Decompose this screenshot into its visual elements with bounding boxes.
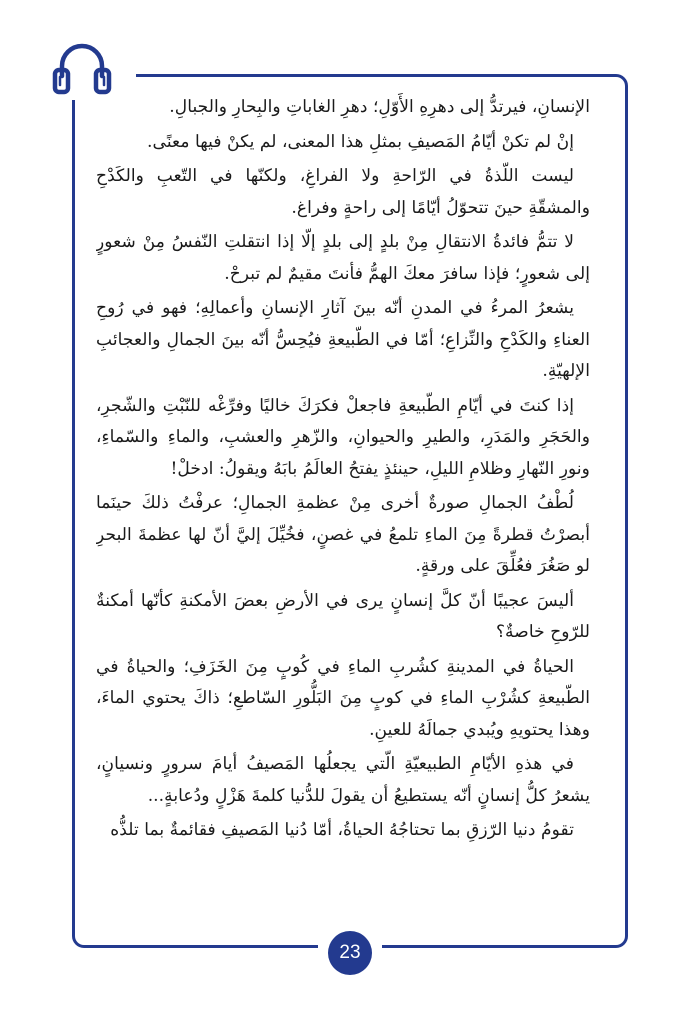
paragraph: الحياةُ في المدينةِ كشُربِ الماءِ في كُوبٍ مِنَ الخَزَفِ؛ والحياةُ في الطّبيعةِ كشُرْبِ الماءِ في كوبٍ مِنَ البَلُّورِ السّاطعِ؛ ذاكَ يحتوي الماءَ، وهذا يحتويهِ ويُبدي جمالَهُ للعينِ.	[96, 656, 590, 740]
paragraph: أليسَ عجيبًا أنّ كلَّ إنسانٍ يرى في الأرضِ بعضَ الأمكنةِ كأنّها أمكنةٌ للرّوحِ خاصةٌ؟	[96, 590, 590, 642]
page-text	[96, 92, 590, 912]
paragraph: الإنسانِ، فيرتدُّ إلى دهرِهِ الأَوّلِ؛ دهرِ الغاباتِ والبِحارِ والجبالِ.	[169, 97, 590, 117]
paragraph: لُطْفُ الجمالِ صورةٌ أخرى مِنْ عظمةِ الجمالِ؛ عرفْتُ ذلكَ حينَما أبصرْتُ قطرةً مِنَ الماءِ تلمعُ في غصنٍ، فخُيِّلَ إليَّ أنّ لها عظمةَ البحرِ لو صَغُرَ فعُلِّقَ على ورقةٍ.	[96, 493, 590, 576]
paragraph: في هذهِ الأيّامِ الطبيعيّةِ الّتي يجعلُها المَصيفُ أيامَ سرورٍ ونسيانٍ، يشعرُ كلُّ إنسانٍ أنّه يستطيعُ أن يقولَ للدُّنيا كلمةَ هَزْلٍ ودُعابةٍ...	[96, 754, 590, 806]
paragraph: إنْ لم تكنْ أيّامُ المَصيفِ بمثلِ هذا المعنى، لم يكنْ فيها معنًى.	[147, 131, 574, 152]
page-number: 23	[328, 931, 372, 975]
paragraph: إذا كنتَ في أيّامِ الطّبيعةِ فاجعلْ فكرَكَ خاليًا وفرِّغْه للنّبْتِ والشّجرِ، والحَجَرِ والمَدَرِ، والطيرِ والحيوانِ، والزّهرِ والعشبِ، والماءِ والسّماءِ، ونورِ النّهارِ وظلامِ الليلِ، حينئذٍ يفتحُ العالَمُ بابَهُ ويقولُ: ادخلْ!	[96, 395, 590, 479]
paragraph: يشعرُ المرءُ في المدنِ أنّه بينَ آثارِ الإنسانِ وأعمالِهِ؛ فهو في رُوحِ العناءِ والكَدْحِ والنِّزاعِ؛ أمّا في الطّبيعةِ فيُحِسُّ أنّه بينَ الجمالِ والعجائبِ الإلهيّةِ.	[96, 298, 590, 381]
paragraph: تقومُ دنيا الرّزقِ بما تحتاجُهُ الحياةُ، أمّا دُنيا المَصيفِ فقائمةٌ بما تلذُّه	[110, 820, 574, 840]
paragraph: ليست اللّذةُ في الرّاحةِ ولا الفراغِ، ولكنّها في التّعبِ والكَدْحِ والمشقّةِ حينَ تتحوّلُ أيّامًا إلى راحةٍ وفراغ.	[96, 166, 590, 218]
headphones-icon	[52, 40, 112, 96]
paragraph: لا تتمُّ فائدةُ الانتقالِ مِنْ بلدٍ إلى بلدٍ إلّا إذا انتقلتِ النّفسُ مِنْ شعورٍ إلى شعورٍ؛ فإذا سافرَ معكَ الهمُّ فأنتَ مقيمٌ لم تبرحْ.	[96, 232, 590, 284]
